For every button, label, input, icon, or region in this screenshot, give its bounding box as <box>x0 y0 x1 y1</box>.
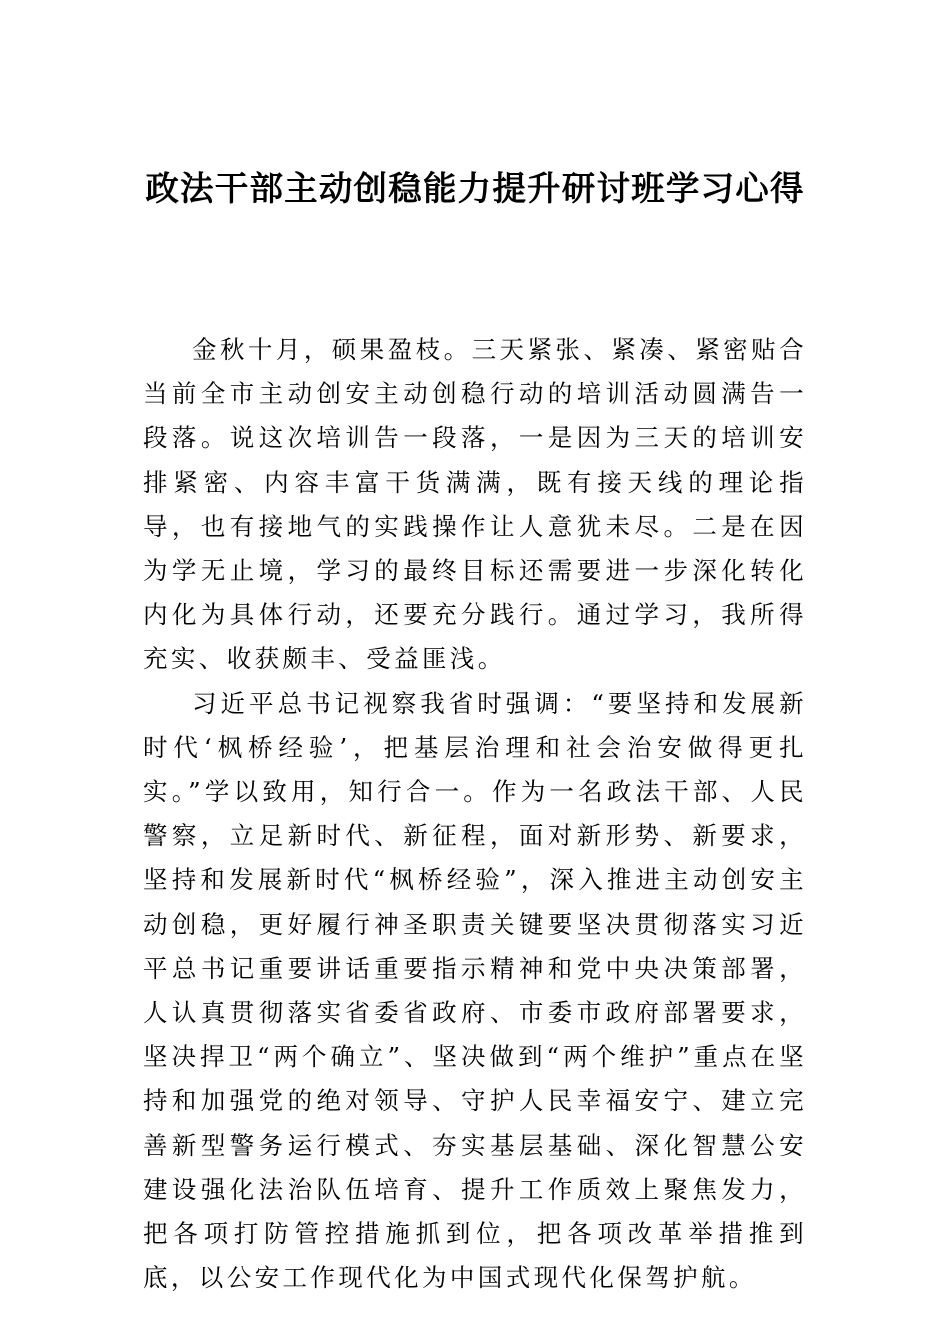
paragraph-1: 金秋十月，硕果盈枝。三天紧张、紧凑、紧密贴合当前全市主动创安主动创稳行动的培训活动圆满告一段落。说这次培训告一段落，一是因为三天的培训安排紧密、内容丰富干货满满，既有接天线的理论指导，也有接地气的实践操作让人意犹未尽。二是在因为学无止境，学习的最终目标还需要进一步深化转化内化为具体行动，还要充分践行。通过学习，我所得充实、收获颇丰、受益匪浅。 <box>143 335 807 674</box>
document-title: 政法干部主动创稳能力提升研讨班学习心得 <box>145 169 805 208</box>
paragraph-2: 习近平总书记视察我省时强调：“要坚持和发展新时代‘枫桥经验’，把基层治理和社会治安做得更扎实。”学以致用，知行合一。作为一名政法干部、人民警察，立足新时代、新征程，面对新形势、新要求，坚持和发展新时代“枫桥经验”，深入推进主动创安主动创稳，更好履行神圣职责关键要坚决贯彻落实习近平总书记重要讲话重要指示精神和党中央决策部署，人认真贯彻落实省委省政府、市委市政府部署要求，坚决捍卫“两个确立”、坚决做到“两个维护”重点在坚持和加强党的绝对领导、守护人民幸福安宁、建立完善新型警务运行模式、夯实基层基础、深化智慧公安建设强化法治队伍培育、提升工作质效上聚焦发力，把各项打防管控措施抓到位，把各项改革举措推到底，以公安工作现代化为中国式现代化保驾护航。 <box>143 688 807 1293</box>
document-body <box>143 328 807 1300</box>
